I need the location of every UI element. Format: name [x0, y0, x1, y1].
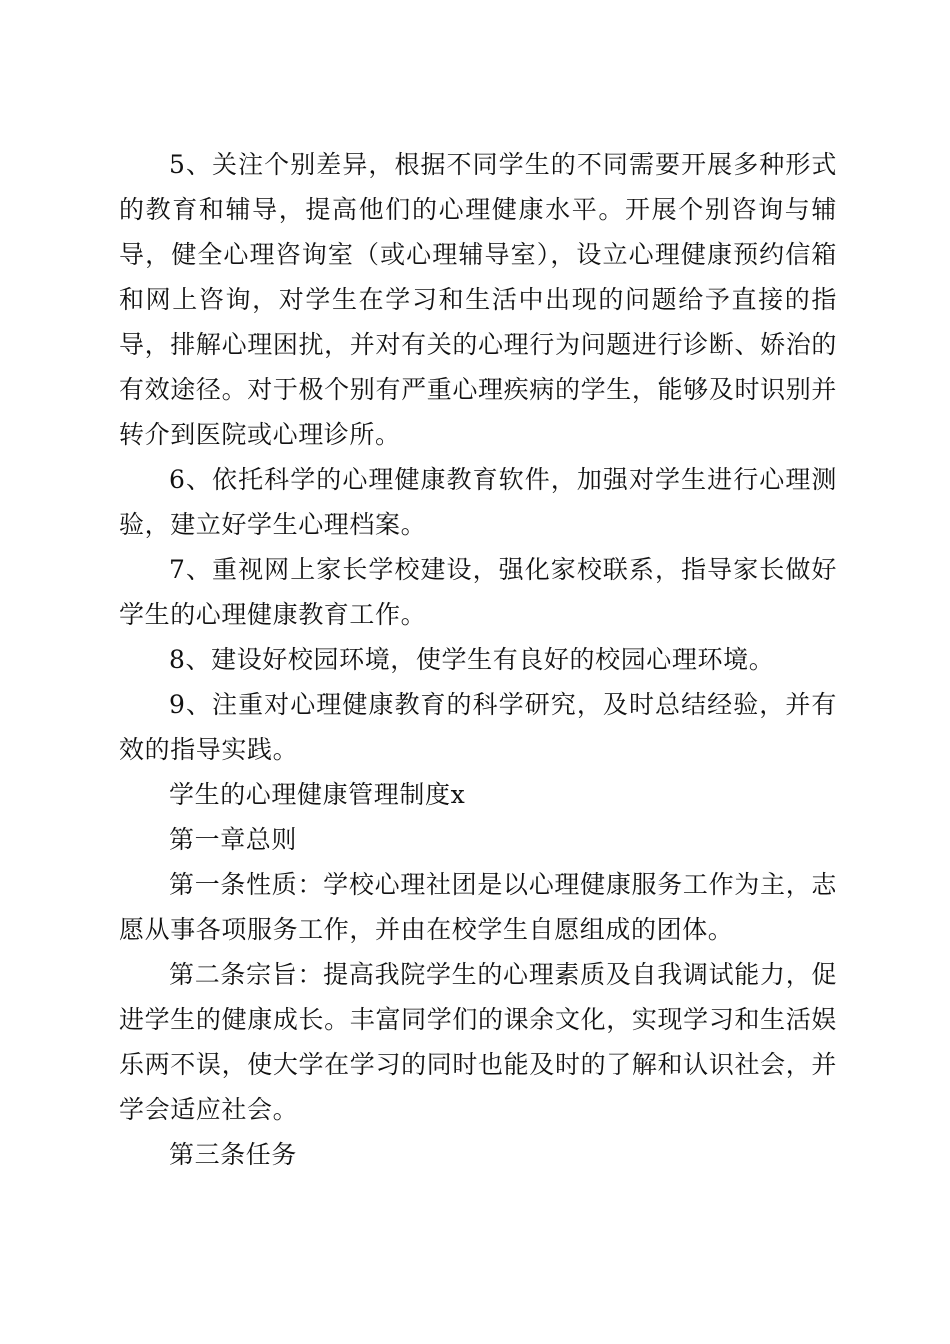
paragraph-item-8: 8、建设好校园环境，使学生有良好的校园心理环境。: [169, 645, 775, 674]
article-1-nature: 第一条性质：学校心理社团是以心理健康服务工作为主，志愿从事各项服务工作，并由在校学生自愿组成的团体。: [119, 870, 837, 944]
paragraph-item-7: 7、重视网上家长学校建设，强化家校联系，指导家长做好学生的心理健康教育工作。: [119, 555, 837, 629]
article-3-task: 第三条任务: [169, 1140, 298, 1169]
paragraph-item-9: 9、注重对心理健康教育的科学研究，及时总结经验，并有效的指导实践。: [119, 690, 837, 764]
chapter-heading: 第一章总则: [169, 825, 298, 854]
paragraph-item-5: 5、关注个别差异，根据不同学生的不同需要开展多种形式的教育和辅导，提高他们的心理健康水平。开展个别咨询与辅导，健全心理咨询室（或心理辅导室），设立心理健康预约信箱和网上咨询，对学生在学习和生活中出现的问题给予直接的指导，排解心理困扰，并对有关的心理行为问题进行诊断、娇治的有效途径。对于极个别有严重心理疾病的学生，能够及时识别并转介到医院或心理诊所。: [119, 150, 837, 449]
paragraph-item-6: 6、依托科学的心理健康教育软件，加强对学生进行心理测验，建立好学生心理档案。: [119, 465, 837, 539]
section-title: 学生的心理健康管理制度x: [169, 780, 466, 809]
article-2-purpose: 第二条宗旨：提高我院学生的心理素质及自我调试能力，促进学生的健康成长。丰富同学们的课余文化，实现学习和生活娱乐两不误，使大学在学习的同时也能及时的了解和认识社会，并学会适应社会。: [119, 960, 837, 1124]
document-page: [119, 142, 837, 1177]
